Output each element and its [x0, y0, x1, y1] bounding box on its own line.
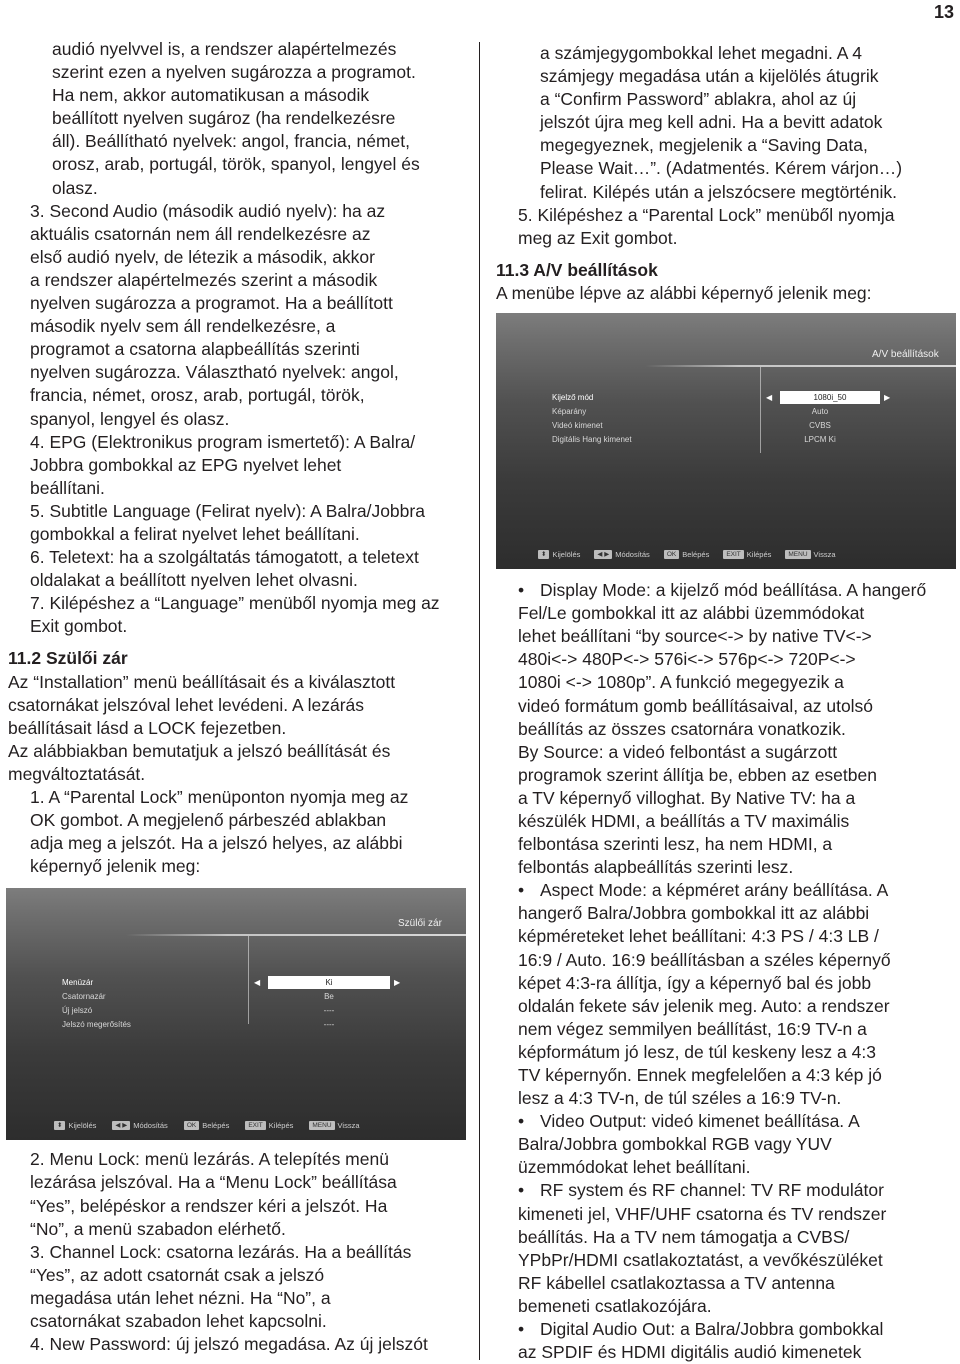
text-line: nyelven sugározza a programot. Ha a beállított	[30, 293, 393, 314]
bullet-icon: •	[518, 580, 525, 601]
text-line: adja meg a jelszót. Ha a jelszó helyes, az alábbi	[30, 833, 403, 854]
menu-value-menu-lock[interactable]: Ki	[268, 976, 390, 989]
parental-lock-screen	[6, 888, 466, 1140]
menu-value-channel-lock: Be	[324, 992, 334, 1002]
page-number: 13	[933, 2, 954, 22]
arrow-left-icon[interactable]: ◀	[766, 393, 773, 403]
text-line: Exit gombot.	[30, 616, 128, 637]
text-line	[496, 1341, 952, 1364]
text-line: “No”, a menü szabadon elérhető.	[30, 1218, 286, 1239]
footer-enter	[184, 1114, 230, 1137]
menu-row-menu-lock[interactable]: Menüzár	[62, 978, 94, 988]
footer-modify	[112, 1114, 167, 1137]
bullet-text: képet 4:3-ra állítja, így a képernyő bal és jobb	[518, 972, 872, 993]
text-line: OK gombot. A megjelenő párbeszéd ablakban	[30, 810, 387, 831]
text-line: a rendszer alapértelmezés szerint a második	[30, 269, 378, 290]
menu-row-confirm-password[interactable]: Jelszó megerősítés	[62, 1020, 131, 1030]
text-line	[496, 671, 952, 694]
right-column	[496, 42, 952, 1364]
arrow-right-icon[interactable]: ▶	[884, 393, 891, 403]
list-item-teletext	[8, 546, 468, 592]
footer-label: Belépés	[202, 1121, 230, 1131]
footer-label: Módosítás	[133, 1121, 168, 1131]
text-line	[496, 833, 952, 856]
bullet-text: Fel/Le gombokkal itt az alábbi üzemmódokat	[518, 603, 865, 624]
bullet-text: hangerő Balra/Jobbra gombokkal itt az alábbi	[518, 903, 870, 924]
menu-row-aspect[interactable]: Képarány	[552, 407, 587, 417]
text-line: audió nyelvvel is, a rendszer alapértelmezés	[52, 39, 397, 59]
ok-key-icon: OK	[664, 550, 679, 559]
footer-modify	[594, 543, 649, 566]
footer-label: Kijelölés	[68, 1121, 97, 1131]
bullet-text: Digital Audio Out: a Balra/Jobbra gombokkal	[540, 1319, 884, 1340]
menu-value-digital-audio: LPCM Ki	[804, 435, 836, 445]
text-line: 5. Kilépéshez a “Parental Lock” menüből nyomja	[518, 204, 895, 225]
footer-label: Kijelölés	[552, 550, 581, 560]
list-item-exit-language	[8, 592, 468, 638]
menu-row-video-output[interactable]: Videó kimenet	[552, 421, 603, 431]
bullet-text: beállítás. Ha a TV nem támogatja a CVBS/	[518, 1226, 850, 1247]
text-line	[496, 1087, 952, 1110]
section-heading-av-settings: 11.3 A/V beállítások	[496, 259, 658, 280]
paragraph-parental-intro	[8, 671, 468, 786]
text-line: beállítani.	[30, 477, 105, 498]
text-line: 5. Subtitle Language (Felirat nyelv): A Balra/Jobbra	[30, 500, 425, 521]
ok-key-icon: OK	[184, 1121, 199, 1130]
text-line: aktuális csatornán nem áll rendelkezésre az	[30, 223, 371, 244]
list-item-parental-step-1	[8, 786, 468, 878]
text-line: beállításait lásd a LOCK fejezetben.	[8, 717, 287, 738]
text-line: Ha nem, akkor automatikusan a második	[52, 85, 370, 106]
bullet-text: programok szerint állítja be, ebben az esetben	[518, 764, 877, 785]
footer-exit	[245, 1114, 293, 1137]
bullet-text: üzemmódokat lehet beállítani.	[518, 1157, 751, 1178]
menu-separator	[760, 367, 761, 453]
menu-separator	[248, 936, 249, 1024]
menu-key-icon: MENU	[785, 550, 810, 559]
text-line: spanyol, lengyel és olasz.	[30, 408, 230, 429]
text-line	[496, 1179, 952, 1202]
bullet-icon: •	[518, 1111, 525, 1132]
text-line: áll). Beállítható nyelvek: angol, francia, német,	[52, 131, 410, 152]
bullet-item	[496, 1110, 952, 1179]
text-line	[496, 741, 952, 764]
text-line: beállított nyelven sugároz (ha rendelkezésre	[52, 108, 396, 129]
bullet-text: By Source: a videó felbontást a sugárzott	[518, 741, 838, 762]
bullet-text: felbontás alapbeállítás szerinti lesz.	[518, 857, 794, 878]
text-line: Please Wait…”. (Adatmentés. Kérem várjon…)	[540, 158, 903, 179]
bullet-text: RF system és RF channel: TV RF modulátor	[540, 1180, 884, 1201]
footer-back	[785, 543, 835, 566]
text-line: orosz, arab, portugál, török, spanyol, lengyel és	[52, 154, 420, 175]
footer-label: Kilépés	[268, 1121, 294, 1131]
menu-value-confirm-password: ----	[323, 1020, 335, 1030]
leftright-key-icon: ◀ ▶	[594, 550, 612, 559]
bullet-text: felbontása szerinti lesz, ha nem HDMI, a	[518, 834, 833, 855]
column-divider	[479, 42, 480, 1360]
title-rule	[646, 365, 956, 367]
paragraph-new-password-continued	[496, 42, 952, 204]
bullet-icon: •	[518, 1180, 525, 1201]
text-line: programot a csatorna alapbeállítás szerinti	[30, 339, 360, 360]
text-line: meg az Exit gombot.	[518, 227, 678, 248]
text-line: felirat. Kilépés után a jelszócsere megtörténik.	[540, 181, 897, 202]
bullet-text: 1080i <-> 1080p”. A funkció megegyezik a	[518, 672, 844, 693]
footer-select	[538, 543, 580, 566]
text-line: Az alábbiakban bemutatjuk a jelszó beállítását és	[8, 740, 391, 761]
screen-title: Szülői zár	[398, 918, 442, 930]
bullet-text: lehet beállítani “by source<-> by native TV<->	[518, 626, 872, 647]
list-item-subtitle-language	[8, 500, 468, 546]
text-line: második nyelv sem áll rendelkezésre, a	[30, 316, 336, 337]
section-heading-parental-lock: 11.2 Szülői zár	[8, 648, 128, 669]
menu-row-display-mode[interactable]: Kijelző mód	[552, 393, 594, 403]
text-line	[496, 1249, 952, 1272]
bullet-item	[496, 1179, 952, 1318]
text-line	[496, 1110, 952, 1133]
text-line: számjegy megadása után a kijelölés átugrik	[540, 66, 879, 87]
text-line	[496, 879, 952, 902]
text-line: 3. Channel Lock: csatorna lezárás. Ha a beállítás	[30, 1241, 412, 1262]
text-line: 3. Second Audio (második audió nyelv): ha az	[30, 200, 386, 221]
bullet-text: videó formátum gomb beállításaival, az utolsó	[518, 695, 874, 716]
footer-label: Belépés	[682, 550, 710, 560]
text-line: Az “Installation” menü beállításait és a kiválasztott	[8, 671, 396, 692]
bullet-text: bemeneti csatlakozójára.	[518, 1295, 712, 1316]
av-bullet-list	[496, 579, 952, 1364]
text-line	[496, 718, 952, 741]
menu-value-display-mode[interactable]: 1080i_50	[780, 391, 880, 404]
av-settings-screen	[496, 313, 956, 569]
footer-label: Módosítás	[615, 550, 650, 560]
text-line: “Yes”, belépéskor a rendszer kéri a jelszót. Ha	[30, 1195, 388, 1216]
menu-row-new-password[interactable]: Új jelszó	[62, 1006, 93, 1016]
footer-enter	[664, 543, 710, 566]
text-line	[496, 1041, 952, 1064]
bullet-text: a TV képernyő villoghat. By Native TV: ha a	[518, 787, 856, 808]
bullet-text: nem végez semmilyen beállítást, 16:9 TV-n a	[518, 1018, 867, 1039]
bullet-text: Balra/Jobbra gombokkal RGB vagy YUV	[518, 1134, 832, 1155]
bullet-text: Display Mode: a kijelző mód beállítása. A hangerő	[540, 580, 927, 601]
text-line	[496, 602, 952, 625]
text-line: 2. Menu Lock: menü lezárás. A telepítés menü	[30, 1149, 389, 1170]
text-line	[496, 1272, 952, 1295]
footer-label: Vissza	[337, 1121, 360, 1131]
footer-back	[309, 1114, 359, 1137]
list-item-parental-step-3	[8, 1241, 468, 1333]
text-line: megadása után lehet nézni. Ha “No”, a	[30, 1287, 331, 1308]
text-line	[496, 995, 952, 1018]
text-line	[496, 1156, 952, 1179]
text-line	[496, 810, 952, 833]
arrow-left-icon[interactable]: ◀	[254, 978, 261, 988]
exit-key-icon: EXIT	[245, 1121, 265, 1130]
footer-select	[54, 1114, 96, 1137]
bullet-text: oldalán fekete sáv jelenik meg. Auto: a rendszer	[518, 995, 890, 1016]
text-line	[496, 1064, 952, 1087]
updown-key-icon: ⬍	[538, 550, 549, 559]
text-line	[496, 972, 952, 995]
bullet-icon: •	[518, 880, 525, 901]
bullet-text: kimeneti jel, VHF/UHF csatorna és TV rendszer	[518, 1203, 887, 1224]
bullet-text: lesz a 4:3 TV-n, de túl széles a 16:9 TV-n.	[518, 1088, 842, 1109]
text-line	[496, 625, 952, 648]
list-item-parental-step-4	[8, 1333, 468, 1356]
footer-label: Vissza	[813, 550, 836, 560]
text-line	[496, 1295, 952, 1318]
text-line: megegyeznek, megjelenik a “Saving Data,	[540, 135, 868, 156]
bullet-text: Video Output: videó kimenet beállítása. A	[540, 1111, 860, 1132]
text-line: csatornákat jelszóval lehet levédeni. A lezárás	[8, 694, 365, 715]
screen-footer	[496, 543, 956, 566]
bullet-item	[496, 579, 952, 879]
text-line	[496, 787, 952, 810]
av-intro: A menübe lépve az alábbi képernyő jelenik meg:	[496, 282, 872, 303]
menu-row-digital-audio[interactable]: Digitális Hang kimenet	[552, 435, 632, 445]
text-line: a “Confirm Password” ablakra, ahol az új	[540, 89, 857, 110]
text-line: 4. EPG (Elektronikus program ismertető): A Balra/	[30, 431, 416, 452]
list-item-parental-step-2	[8, 1148, 468, 1240]
menu-value-aspect: Auto	[811, 407, 829, 417]
list-item-parental-step-5	[496, 204, 952, 250]
text-line: lezárása jelszóval. Ha a “Menu Lock” beállítása	[30, 1172, 397, 1193]
bullet-item	[496, 879, 952, 1110]
leftright-key-icon: ◀ ▶	[112, 1121, 130, 1130]
title-rule	[126, 934, 466, 936]
bullet-text: 16:9 / Auto. 16:9 beállításban a széles képernyő	[518, 949, 891, 970]
text-line	[496, 949, 952, 972]
bullet-text: készülék HDMI, a beállítás a TV maximális	[518, 810, 850, 831]
menu-row-channel-lock[interactable]: Csatornazár	[62, 992, 106, 1002]
text-line	[496, 764, 952, 787]
text-line: francia, német, orosz, arab, portugál, török,	[30, 385, 365, 406]
bullet-text: YPbPr/HDMI csatlakoztatást, a vevőkészüléket	[518, 1249, 883, 1270]
bullet-text: beállítás az összes csatornára vonatkozik.	[518, 718, 846, 739]
paragraph-audio-language-continued	[8, 38, 468, 200]
bullet-text: képméreteket lehet beállítani: 4:3 PS / 4:3 LB /	[518, 926, 879, 947]
text-line: csatornákat szabadon lehet kapcsolni.	[30, 1311, 327, 1332]
text-line	[496, 1318, 952, 1341]
bullet-text: RF kábellel csatlakoztassa a TV antenna	[518, 1272, 835, 1293]
screen-title: A/V beállítások	[872, 349, 939, 361]
text-line	[496, 1203, 952, 1226]
text-line	[496, 902, 952, 925]
text-line: 7. Kilépéshez a “Language” menüből nyomja meg az	[30, 593, 440, 614]
text-line: Jobbra gombokkal az EPG nyelvet lehet	[30, 454, 342, 475]
text-line: 4. New Password: új jelszó megadása. Az új jelszót	[30, 1334, 428, 1355]
bullet-text: képformátum jó lesz, de túl keskeny lesz a 4:3	[518, 1041, 876, 1062]
text-line: nyelven sugározza. Választható nyelvek: angol,	[30, 362, 399, 383]
text-line: gombokkal a felirat nyelvet lehet beállítani.	[30, 523, 360, 544]
text-line: 6. Teletext: ha a szolgáltatás támogatott, a teletext	[30, 547, 419, 568]
screen-footer	[6, 1114, 466, 1137]
text-line: szerint ezen a nyelven sugározza a programot.	[52, 62, 416, 83]
bullet-text: 480i<-> 480P<-> 576i<-> 576p<-> 720P<->	[518, 649, 856, 670]
text-line	[496, 1133, 952, 1156]
bullet-item	[496, 1318, 952, 1364]
menu-value-video-output: CVBS	[809, 421, 831, 431]
text-line	[496, 1018, 952, 1041]
bullet-text: Aspect Mode: a képméret arány beállítása. A	[540, 880, 889, 901]
footer-exit	[723, 543, 771, 566]
bullet-text: az SPDIF és HDMI digitális audió kimenetek	[518, 1342, 862, 1363]
text-line: a számjegygombokkal lehet megadni. A 4	[540, 43, 862, 63]
text-line: 1. A “Parental Lock” menüponton nyomja meg az	[30, 787, 409, 807]
arrow-right-icon[interactable]: ▶	[394, 978, 401, 988]
text-line	[496, 648, 952, 671]
text-line: jelszót újra meg kell adni. Ha a bevitt adatok	[540, 112, 883, 133]
left-column	[8, 38, 468, 1356]
text-line: képernyő jelenik meg:	[30, 856, 201, 877]
text-line	[496, 579, 952, 602]
menu-value-new-password: ----	[323, 1006, 335, 1016]
list-item-epg	[8, 431, 468, 500]
text-line	[496, 856, 952, 879]
text-line: első audió nyelv, de létezik a második, akkor	[30, 246, 375, 267]
updown-key-icon: ⬍	[54, 1121, 65, 1130]
text-line: “Yes”, az adott csatornát csak a jelszó	[30, 1264, 325, 1285]
text-line: olasz.	[52, 177, 98, 198]
text-line: oldalakat a beállított nyelven lehet olvasni.	[30, 570, 358, 591]
footer-label: Kilépés	[746, 550, 772, 560]
menu-key-icon: MENU	[309, 1121, 334, 1130]
list-item-second-audio	[8, 200, 468, 431]
exit-key-icon: EXIT	[723, 550, 743, 559]
text-line	[496, 925, 952, 948]
text-line	[496, 695, 952, 718]
text-line	[496, 1226, 952, 1249]
text-line: megváltoztatását.	[8, 763, 146, 784]
bullet-icon: •	[518, 1319, 525, 1340]
bullet-text: TV képernyőn. Ennek megfelelően a 4:3 kép jó	[518, 1065, 882, 1085]
